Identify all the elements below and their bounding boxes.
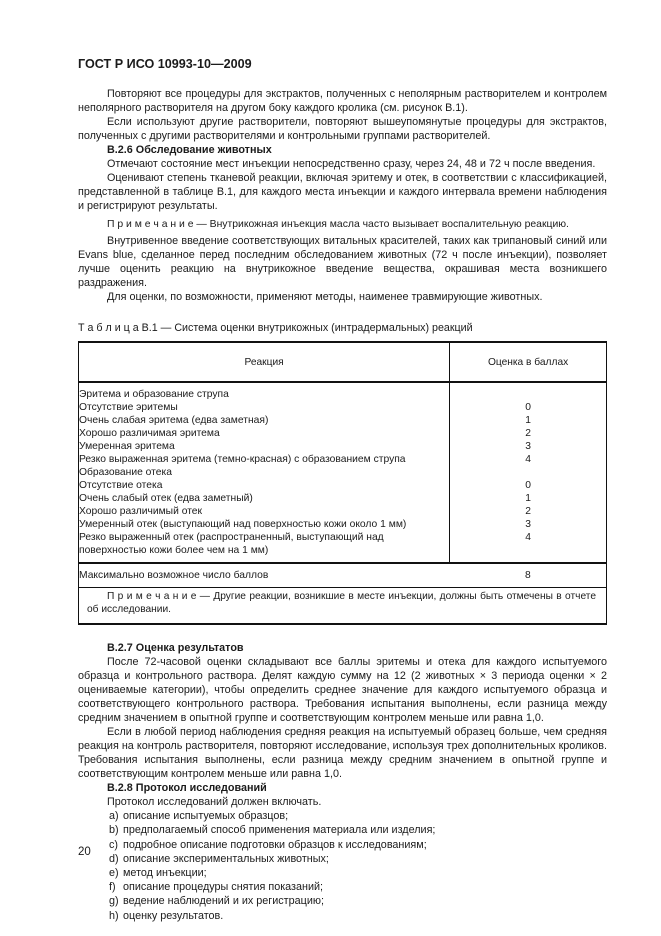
list-item-text: описание процедуры снятия показаний; [123, 881, 324, 894]
list-item-text: предполагаемый способ применения материала или изделия; [123, 824, 436, 837]
paragraph-observation-times: Отмечают состояние мест инъекции непосредственно сразу, через 24, 48 и 72 ч после введения. [107, 158, 596, 170]
row-label: Отсутствие отека [79, 480, 163, 492]
paragraph-reaction-grading: Оценивают степень тканевой реакции, включая эритему и отек, в соответствии с классификацией, представленной в таблице В.1, для каждого места инъекции и каждого интервала времени наблюдения и регистрируют результаты. [78, 172, 607, 212]
table-max-score-row [79, 563, 607, 588]
row-label: Образование отека [79, 467, 172, 479]
row-label: Резко выраженный отек (распространенный, выступающий над поверхностью кожи более чем на 1 мм) [79, 532, 384, 557]
row-label: Хорошо различимая эритема [79, 428, 220, 440]
row-label: Максимально возможное число баллов [79, 563, 450, 588]
score-cell: 4 [450, 531, 607, 563]
table-row [79, 401, 607, 414]
page-number: 20 [78, 846, 91, 858]
row-label: Эритема и образование струпа [79, 389, 229, 401]
section-heading-b26: В.2.6 Обследование животных [107, 144, 272, 156]
table-row [79, 466, 607, 479]
table-row [79, 453, 607, 466]
score-cell: 1 [450, 414, 607, 427]
list-item-letter: e) [109, 867, 119, 880]
list-item [78, 867, 607, 880]
list-item-text: ведение наблюдений и их регистрацию; [123, 895, 324, 908]
paragraph-protocol-intro: Протокол исследований должен включать. [107, 796, 322, 809]
section-heading-b27: В.2.7 Оценка результатов [107, 642, 244, 655]
list-item [78, 839, 607, 852]
row-label: Отсутствие эритемы [79, 402, 178, 414]
list-item-text: метод инъекции; [123, 867, 207, 880]
score-cell: 8 [450, 563, 607, 588]
row-label: Хорошо различимый отек [79, 506, 203, 518]
score-cell: 0 [450, 401, 607, 414]
protocol-items-list [78, 810, 607, 923]
score-cell: 2 [450, 427, 607, 440]
table-note-row [79, 588, 607, 624]
list-item-text: оценку результатов. [123, 909, 224, 922]
row-label: Очень слабая эритема (едва заметная) [79, 415, 269, 427]
table-row [79, 382, 607, 401]
table-row [79, 505, 607, 518]
table-row [79, 492, 607, 505]
note-oil-injection: П р и м е ч а н и е — Внутрикожная инъекция масла часто вызывает воспалительную реакцию. [107, 219, 569, 230]
paragraph-retest: Если в любой период наблюдения средняя реакция на испытуемый образец больше, чем средняя реакция на контроль растворителя, повторяют исследование, используя трех дополнительных кроликов. Требования испытания выполнены, если разница между средним значением в опытной группе и соответствующим контролем меньше или равна 1,0. [78, 726, 607, 781]
list-item [78, 810, 607, 823]
score-cell [450, 382, 607, 401]
column-header-score: Оценка в баллах [450, 342, 607, 382]
list-item [78, 910, 607, 923]
paragraph-repeat-procedures: Повторяют все процедуры для экстрактов, полученных с неполярным растворителем и контролем неполярного растворителя на другом боку каждого кролика (см. рисунок В.1). [78, 88, 607, 114]
score-cell: 4 [450, 453, 607, 466]
score-cell: 0 [450, 479, 607, 492]
table-caption: Т а б л и ц а В.1 — Система оценки внутрикожных (интрадермальных) реакций [78, 322, 473, 335]
score-cell: 3 [450, 440, 607, 453]
table-row [79, 531, 607, 563]
list-item-text: подробное описание подготовки образцов к исследованиям; [123, 838, 427, 851]
score-cell: 1 [450, 492, 607, 505]
score-cell: 3 [450, 518, 607, 531]
list-item-letter: d) [109, 852, 119, 865]
table-row [79, 427, 607, 440]
score-cell: 2 [450, 505, 607, 518]
list-item-letter: b) [109, 824, 119, 837]
column-header-reaction: Реакция [79, 342, 450, 382]
list-item-letter: h) [109, 909, 119, 922]
list-item-letter: f) [109, 881, 116, 894]
list-item-text: описание экспериментальных животных; [123, 852, 329, 865]
row-label: Резко выраженная эритема (темно-красная) с образованием струпа [79, 454, 406, 466]
row-label: Умеренная эритема [79, 441, 175, 453]
paragraph-least-traumatic: Для оценки, по возможности, применяют методы, наименее травмирующие животных. [107, 291, 543, 304]
table-note: П р и м е ч а н и е — Другие реакции, возникшие в месте инъекции, должны быть отмечены в отчете об исследовании. [87, 591, 596, 616]
paragraph-other-solvents: Если используют другие растворители, повторяют вышеупомянутые процедуры для экстрактов, полученных с другими растворителями и контрольными группами растворителей. [78, 116, 607, 142]
list-item [78, 853, 607, 866]
list-item-letter: a) [109, 810, 119, 823]
row-label: Очень слабый отек (едва заметный) [79, 493, 253, 505]
document-header: ГОСТ Р ИСО 10993-10—2009 [78, 57, 252, 71]
list-item-text: описание испытуемых образцов; [123, 810, 289, 823]
list-item-letter: g) [109, 895, 119, 908]
list-item [78, 824, 607, 837]
score-cell [450, 466, 607, 479]
list-item-letter: c) [109, 838, 118, 851]
table-row [79, 479, 607, 492]
paragraph-score-calculation: После 72-часовой оценки складывают все баллы эритемы и отека для каждого испытуемого образца и контрольного раствора. Делят каждую сумму на 12 (2 животных × 3 периода оценки × 2 оцениваемые категории), чтобы определить среднее значение для каждого испытуемого образца и соответствующего контрольного раствора. Требования испытания выполнены, если разница между средним значением в опытной группе и соответствующим контролем меньше или равна 1,0. [78, 656, 607, 725]
table-header-row [79, 342, 607, 382]
row-label: Умеренный отек (выступающий над поверхностью кожи около 1 мм) [79, 519, 407, 531]
paragraph-vital-dyes: Внутривенное введение соответствующих витальных красителей, таких как трипановый синий или Evans blue, сделанное перед последним обследованием животных (72 ч после инъекции), позволяет лучше оценить реакцию на внутрикожное введение вещества, окрашивая места возникшего раздражения. [78, 235, 607, 290]
section-heading-b28: В.2.8 Протокол исследований [107, 782, 267, 795]
intradermal-reaction-table [78, 341, 607, 625]
list-item [78, 895, 607, 908]
table-row [79, 518, 607, 531]
table-row [79, 414, 607, 427]
table-row [79, 440, 607, 453]
list-item [78, 881, 607, 894]
